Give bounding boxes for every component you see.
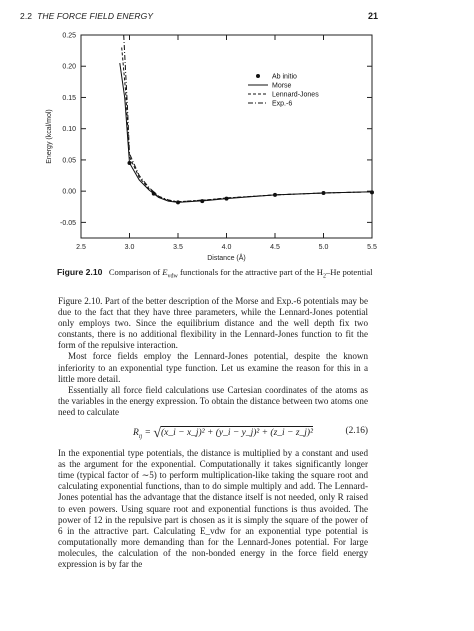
equation-2-16 <box>58 420 368 446</box>
paragraph: In the exponential type potentials, the distance is multiplied by a constant and used as the argument for the exponential. Computationally it takes significantly longer time (typical factor of ∼5) to perform multiplication-like taking the square root and calculating exponential functions, than to do simple multiply and add. The Lennard-Jones potential has the advantage that the distance itself is not needed, only R raised to even powers. Using square root and exponential functions is thus avoided. The power of 12 in the repulsive part is chosen as it is simply the square of the power of 6 in the attractive part. Calculating E_vdw for an exponential type potential is computationally more demanding than for the Lennard-Jones potential. For large molecules, the calculation of the non-bonded energy in the force field energy expression is by far the <box>58 448 368 569</box>
y-tick-label: 0.25 <box>62 32 76 40</box>
body-text <box>58 296 368 570</box>
ab-initio-point <box>370 190 374 194</box>
y-tick-label: 0.00 <box>62 188 76 196</box>
y-tick-label: 0.05 <box>62 157 76 165</box>
x-tick-label: 5.0 <box>318 244 329 251</box>
y-tick-label: 0.10 <box>62 126 76 134</box>
y-tick-label: -0.05 <box>60 219 76 227</box>
x-tick-label: 3.5 <box>173 244 183 251</box>
y-tick-label: 0.15 <box>62 94 76 102</box>
legend-label-lennard-jones: Lennard-Jones <box>272 91 319 99</box>
x-tick-label: 5.5 <box>367 244 377 251</box>
equation-number: (2.16) <box>345 426 368 437</box>
x-tick-label: 3.0 <box>124 244 135 251</box>
exp-6-line <box>124 35 372 202</box>
x-tick-label: 2.5 <box>76 244 86 251</box>
running-header <box>20 11 378 25</box>
figure-label: Figure 2.10 <box>57 267 103 277</box>
x-tick-label: 4.0 <box>221 244 232 251</box>
paragraph: Figure 2.10. Part of the better description of the Morse and Exp.-6 potentials may be due to the fact that they have three parameters, while the Lennard-Jones potential only employs two. Since the equilibrium distance and the well depth fix two constants, there is no additional flexibility in the Lennard-Jones function to fit the form of the repulsive interaction. <box>58 296 368 351</box>
equation-formula: $R_{ij}$ = √(x_i − x_j)² + (y_i − y_j)² + (z_i − z_j)² <box>133 426 313 442</box>
y-axis-label: Energy (kcal/mol) <box>46 109 53 164</box>
paragraph: Essentially all force field calculations use Cartesian coordinates of the atoms as the variables in the energy expression. To obtain the distance between two atoms one need to calculate <box>58 384 368 417</box>
x-axis-label: Distance (Å) <box>207 255 246 262</box>
section-heading: 2.2 THE FORCE FIELD ENERGY <box>20 11 154 21</box>
figure-caption: Figure 2.10 Comparison of $E_{vdw}$ functionals for the attractive part of the $H_2-He$ potential <box>57 267 373 280</box>
lennard-jones-line <box>122 48 372 202</box>
page-number: 21 <box>367 11 378 21</box>
plot-frame <box>81 35 372 238</box>
x-tick-label: 4.5 <box>270 244 280 251</box>
legend-label-morse: Morse <box>272 82 292 90</box>
energy-distance-chart <box>0 30 474 265</box>
legend-label-exp-6: Exp.-6 <box>272 100 293 108</box>
y-tick-label: 0.20 <box>62 63 76 71</box>
morse-line <box>120 63 372 202</box>
legend-label-ab-initio: Ab initio <box>272 73 297 81</box>
paragraph: Most force fields employ the Lennard-Jones potential, despite the known inferiority to an exponential type function. Let us examine the reason for this in a little more detail. <box>58 351 368 384</box>
legend-marker-ab-initio <box>256 74 260 78</box>
